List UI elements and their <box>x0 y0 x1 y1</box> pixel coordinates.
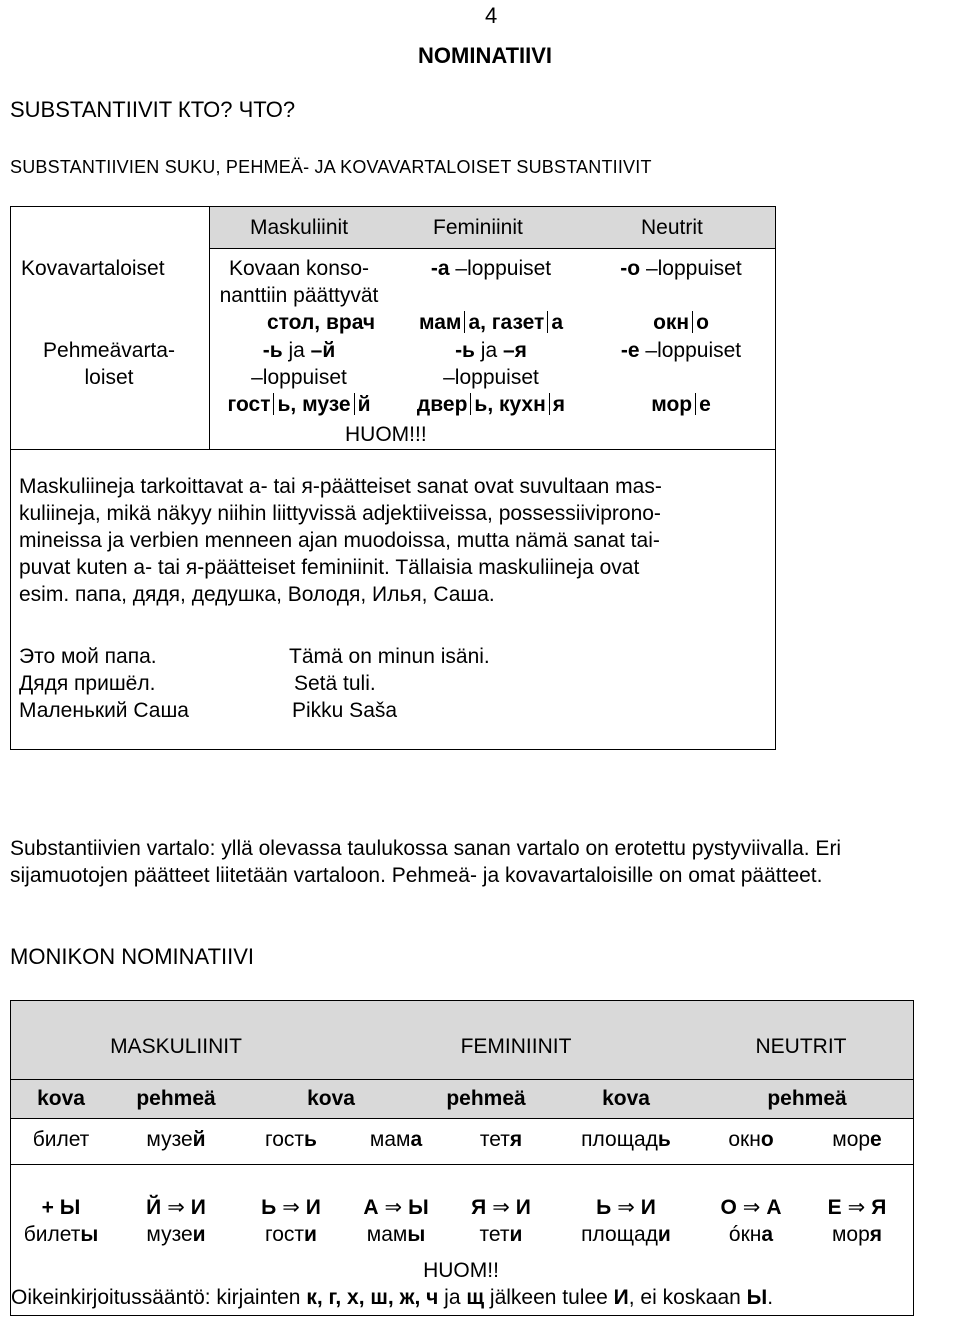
word-ending: а <box>761 1223 774 1246</box>
rule-text: jälkeen tulee <box>484 1286 614 1309</box>
rule-text: , ei koskaan <box>628 1286 747 1309</box>
ending: –я <box>502 339 527 362</box>
word-stem: площад <box>581 1223 658 1246</box>
word-stem: музе <box>146 1128 193 1151</box>
stem: мам <box>418 311 462 334</box>
section-title-2: SUBSTANTIIVIEN SUKU, PEHMEÄ- JA KOVAVARTALOISET SUBSTANTIIVIT <box>10 157 652 177</box>
page-title: NOMINATIIVI <box>418 43 553 68</box>
desc-line: Kovaan konso- <box>228 257 370 280</box>
singular-word <box>801 1126 913 1153</box>
stem: мор <box>651 393 693 416</box>
ending: -ь <box>455 339 475 362</box>
word-stem: музе <box>146 1223 193 1246</box>
row-label-hard: Kovavartaloiset <box>21 257 165 280</box>
section-title-1 <box>10 96 295 123</box>
desc-line <box>591 255 771 282</box>
example-words <box>391 309 591 336</box>
ending: й <box>357 393 371 416</box>
example-words: стол, врач <box>266 311 376 334</box>
example-fi: Pikku Saša <box>292 699 398 722</box>
singular-word <box>701 1126 801 1153</box>
label-line: Pehmeävarta- <box>43 339 175 362</box>
note-line: kuliineja, mikä näkyy niihin liittyvissä adjektiiveissa, possessiiviprono- <box>19 502 661 525</box>
huom-label: HUOM!!! <box>345 423 427 446</box>
word-ending: и <box>304 1223 317 1246</box>
word-ending: ь <box>657 1128 671 1151</box>
rule-from: Я <box>471 1196 487 1219</box>
desc-line: nanttiin päättyvät <box>219 284 379 307</box>
gender-table <box>10 206 776 750</box>
example-words <box>391 391 591 418</box>
conj: ja <box>282 339 311 362</box>
stem: ь, кухн <box>474 393 546 416</box>
rule-from: Ь <box>596 1196 612 1219</box>
word-ending: и <box>192 1223 206 1246</box>
word-stem: óкн <box>728 1223 762 1246</box>
arrow-icon: ⇒ <box>742 1196 761 1219</box>
word-stem: мор <box>832 1128 871 1151</box>
word-ending: ь <box>304 1128 317 1151</box>
ending: а <box>551 311 564 334</box>
word-ending: й <box>192 1128 206 1151</box>
word-stem: тет <box>479 1128 510 1151</box>
rule-text: . <box>767 1286 774 1309</box>
plural-word <box>701 1221 801 1248</box>
stem-divider <box>273 393 274 415</box>
stem-divider <box>547 311 548 333</box>
plural-word <box>451 1221 551 1248</box>
plural-word <box>11 1221 111 1248</box>
singular-word <box>341 1126 451 1153</box>
plural-word <box>111 1221 241 1248</box>
rule-from: Ь <box>261 1196 277 1219</box>
plural-word <box>801 1221 913 1248</box>
ending-rule <box>111 1194 241 1221</box>
rule-letters: к, г, х, ш, ж, ч <box>306 1286 439 1309</box>
example-words <box>591 309 771 336</box>
stem-note-line: sijamuotojen päätteet liitetään vartaloon. Pehmeä- ja kovavartaloisille on omat päätteet. <box>10 864 823 887</box>
rule-to: И <box>305 1196 321 1219</box>
type-header: pehmeä <box>446 1087 526 1110</box>
word-stem: тет <box>479 1223 510 1246</box>
rule-from: О <box>720 1196 737 1219</box>
hard-masculine-desc <box>209 255 389 336</box>
singular-word <box>551 1126 701 1153</box>
singular-word <box>11 1126 111 1153</box>
rule-from: + Ы <box>41 1196 81 1219</box>
label-line: loiset <box>84 366 134 389</box>
arrow-icon: ⇒ <box>282 1196 300 1219</box>
ending-rule <box>451 1194 551 1221</box>
ending: -е <box>620 339 640 362</box>
soft-feminine-desc <box>391 337 591 418</box>
stem-divider <box>549 393 550 415</box>
stem-note <box>10 835 841 889</box>
word-ending: я <box>869 1223 883 1246</box>
divider <box>11 1164 913 1165</box>
soft-neuter-desc <box>591 337 771 418</box>
type-header: kova <box>307 1087 355 1110</box>
rule-text: Oikeinkirjoitussääntö: kirjainten <box>11 1286 307 1309</box>
desc-line <box>209 337 389 364</box>
rule-letters: Ы <box>746 1286 768 1309</box>
stem: ь, музе <box>277 393 351 416</box>
ending: -а <box>430 257 450 280</box>
note-paragraph <box>19 473 662 608</box>
stem-divider <box>692 311 693 333</box>
soft-masculine-desc <box>209 337 389 418</box>
ending-rule <box>551 1194 701 1221</box>
desc-text: –loppuiset <box>645 339 742 362</box>
singular-word <box>111 1126 241 1153</box>
plural-word <box>341 1221 451 1248</box>
example-ru: Маленький Саша <box>19 699 189 722</box>
singular-word <box>451 1126 551 1153</box>
divider <box>11 449 775 450</box>
type-header: pehmeä <box>136 1087 216 1110</box>
arrow-icon: ⇒ <box>617 1196 635 1219</box>
rule-from: Е <box>827 1196 842 1219</box>
note-line: mineissa ja verbien menneen ajan muodoissa, mutta nämä sanat tai- <box>19 529 660 552</box>
stem: гост <box>227 393 271 416</box>
desc-text: –loppuiset <box>455 257 552 280</box>
section-title-3: MONIKON NOMINATIIVI <box>10 944 255 969</box>
plural-table <box>10 1000 914 1316</box>
page-number: 4 <box>485 3 498 28</box>
word-ending: и <box>509 1223 523 1246</box>
word-ending: ы <box>407 1223 426 1246</box>
example-ru: Это мой папа. <box>19 645 157 668</box>
rule-to: И <box>190 1196 206 1219</box>
stem: двер <box>416 393 468 416</box>
huom-label: HUOM!! <box>423 1259 499 1282</box>
divider <box>11 1118 913 1119</box>
word-ending: и <box>657 1223 671 1246</box>
ending-rule <box>341 1194 451 1221</box>
example-fi: Tämä on minun isäni. <box>289 645 490 668</box>
word-stem: гост <box>265 1223 305 1246</box>
example-fi: Setä tuli. <box>294 672 376 695</box>
plural-word <box>551 1221 701 1248</box>
type-header: pehmeä <box>767 1087 847 1110</box>
rule-to: И <box>640 1196 656 1219</box>
stem-divider <box>354 393 355 415</box>
ending: я <box>552 393 566 416</box>
word-stem: окн <box>728 1128 761 1151</box>
stem-divider <box>695 393 696 415</box>
type-header: kova <box>602 1087 650 1110</box>
rule-to: И <box>515 1196 531 1219</box>
arrow-icon: ⇒ <box>167 1196 185 1219</box>
arrow-icon: ⇒ <box>492 1196 510 1219</box>
word-stem: площад <box>581 1128 658 1151</box>
col-header-feminine: Feminiinit <box>433 216 523 239</box>
note-line: puvat kuten а- tai я-päätteiset feminiinit. Tällaisia maskuliineja ovat <box>19 556 640 579</box>
rule-letters: щ <box>466 1286 485 1309</box>
word-stem: билет <box>32 1128 90 1151</box>
word-stem: мор <box>831 1223 870 1246</box>
rule-to: А <box>766 1196 782 1219</box>
col-header-neuter: Neutrit <box>641 216 703 239</box>
row-label-soft <box>19 337 199 391</box>
desc-line <box>591 337 771 364</box>
hard-feminine-desc <box>391 255 591 336</box>
ending-rule <box>701 1194 801 1221</box>
ending: е <box>699 393 711 416</box>
arrow-icon: ⇒ <box>384 1196 403 1219</box>
word-stem: билет <box>23 1223 81 1246</box>
rule-to: Я <box>871 1196 887 1219</box>
stem: окн <box>653 311 690 334</box>
desc-line <box>391 337 591 364</box>
type-header: kova <box>37 1087 85 1110</box>
ending-rule <box>801 1194 913 1221</box>
example-words <box>209 391 389 418</box>
example-ru: Дядя пришёл. <box>19 672 156 695</box>
stem-divider <box>464 311 465 333</box>
group-neuter: NEUTRIT <box>755 1035 847 1058</box>
word-stem: гост <box>265 1128 305 1151</box>
rule-text: ja <box>438 1286 467 1309</box>
word-ending: о <box>760 1128 774 1151</box>
word-ending: е <box>870 1128 882 1151</box>
desc-text: –loppuiset <box>251 366 347 389</box>
plural-word <box>241 1221 341 1248</box>
rule-to: Ы <box>408 1196 429 1219</box>
spelling-rule <box>11 1284 773 1311</box>
gender-table-header <box>209 207 775 249</box>
word-ending: а <box>410 1128 423 1151</box>
desc-text: –loppuiset <box>645 257 742 280</box>
singular-word <box>241 1126 341 1153</box>
ending: -о <box>620 257 641 280</box>
arrow-icon: ⇒ <box>847 1196 866 1219</box>
rule-letters: И <box>613 1286 629 1309</box>
ending: о <box>696 311 709 334</box>
hard-neuter-desc <box>591 255 771 336</box>
example-words <box>591 391 771 418</box>
word-ending: ы <box>80 1223 99 1246</box>
note-line: Maskuliineja tarkoittavat а- tai я-päätteiset sanat ovat suvultaan mas- <box>19 475 662 498</box>
ending: –й <box>310 339 336 362</box>
col-header-masculine: Maskuliinit <box>250 216 349 239</box>
rule-from: Й <box>146 1196 162 1219</box>
group-masculine: MASKULIINIT <box>110 1035 242 1058</box>
stem-note-line: Substantiivien vartalo: yllä olevassa taulukossa sanan vartalo on erotettu pystyviivalla. Eri <box>10 837 842 860</box>
section1-text: SUBSTANTIIVIT КТО? ЧТО? <box>10 97 296 122</box>
ending: -ь <box>262 339 283 362</box>
word-ending: я <box>509 1128 523 1151</box>
ending-rule <box>241 1194 341 1221</box>
conj: ja <box>474 339 503 362</box>
word-stem: мам <box>366 1223 408 1246</box>
group-feminine: FEMINIINIT <box>460 1035 572 1058</box>
word-stem: мам <box>369 1128 411 1151</box>
desc-line <box>391 255 591 282</box>
stem: а, газет <box>468 311 545 334</box>
rule-from: А <box>363 1196 379 1219</box>
desc-text: –loppuiset <box>443 366 539 389</box>
note-line: esim. папа, дядя, дедушка, Володя, Илья, Саша. <box>19 583 495 606</box>
stem-divider <box>470 393 471 415</box>
ending-rule <box>11 1194 111 1221</box>
